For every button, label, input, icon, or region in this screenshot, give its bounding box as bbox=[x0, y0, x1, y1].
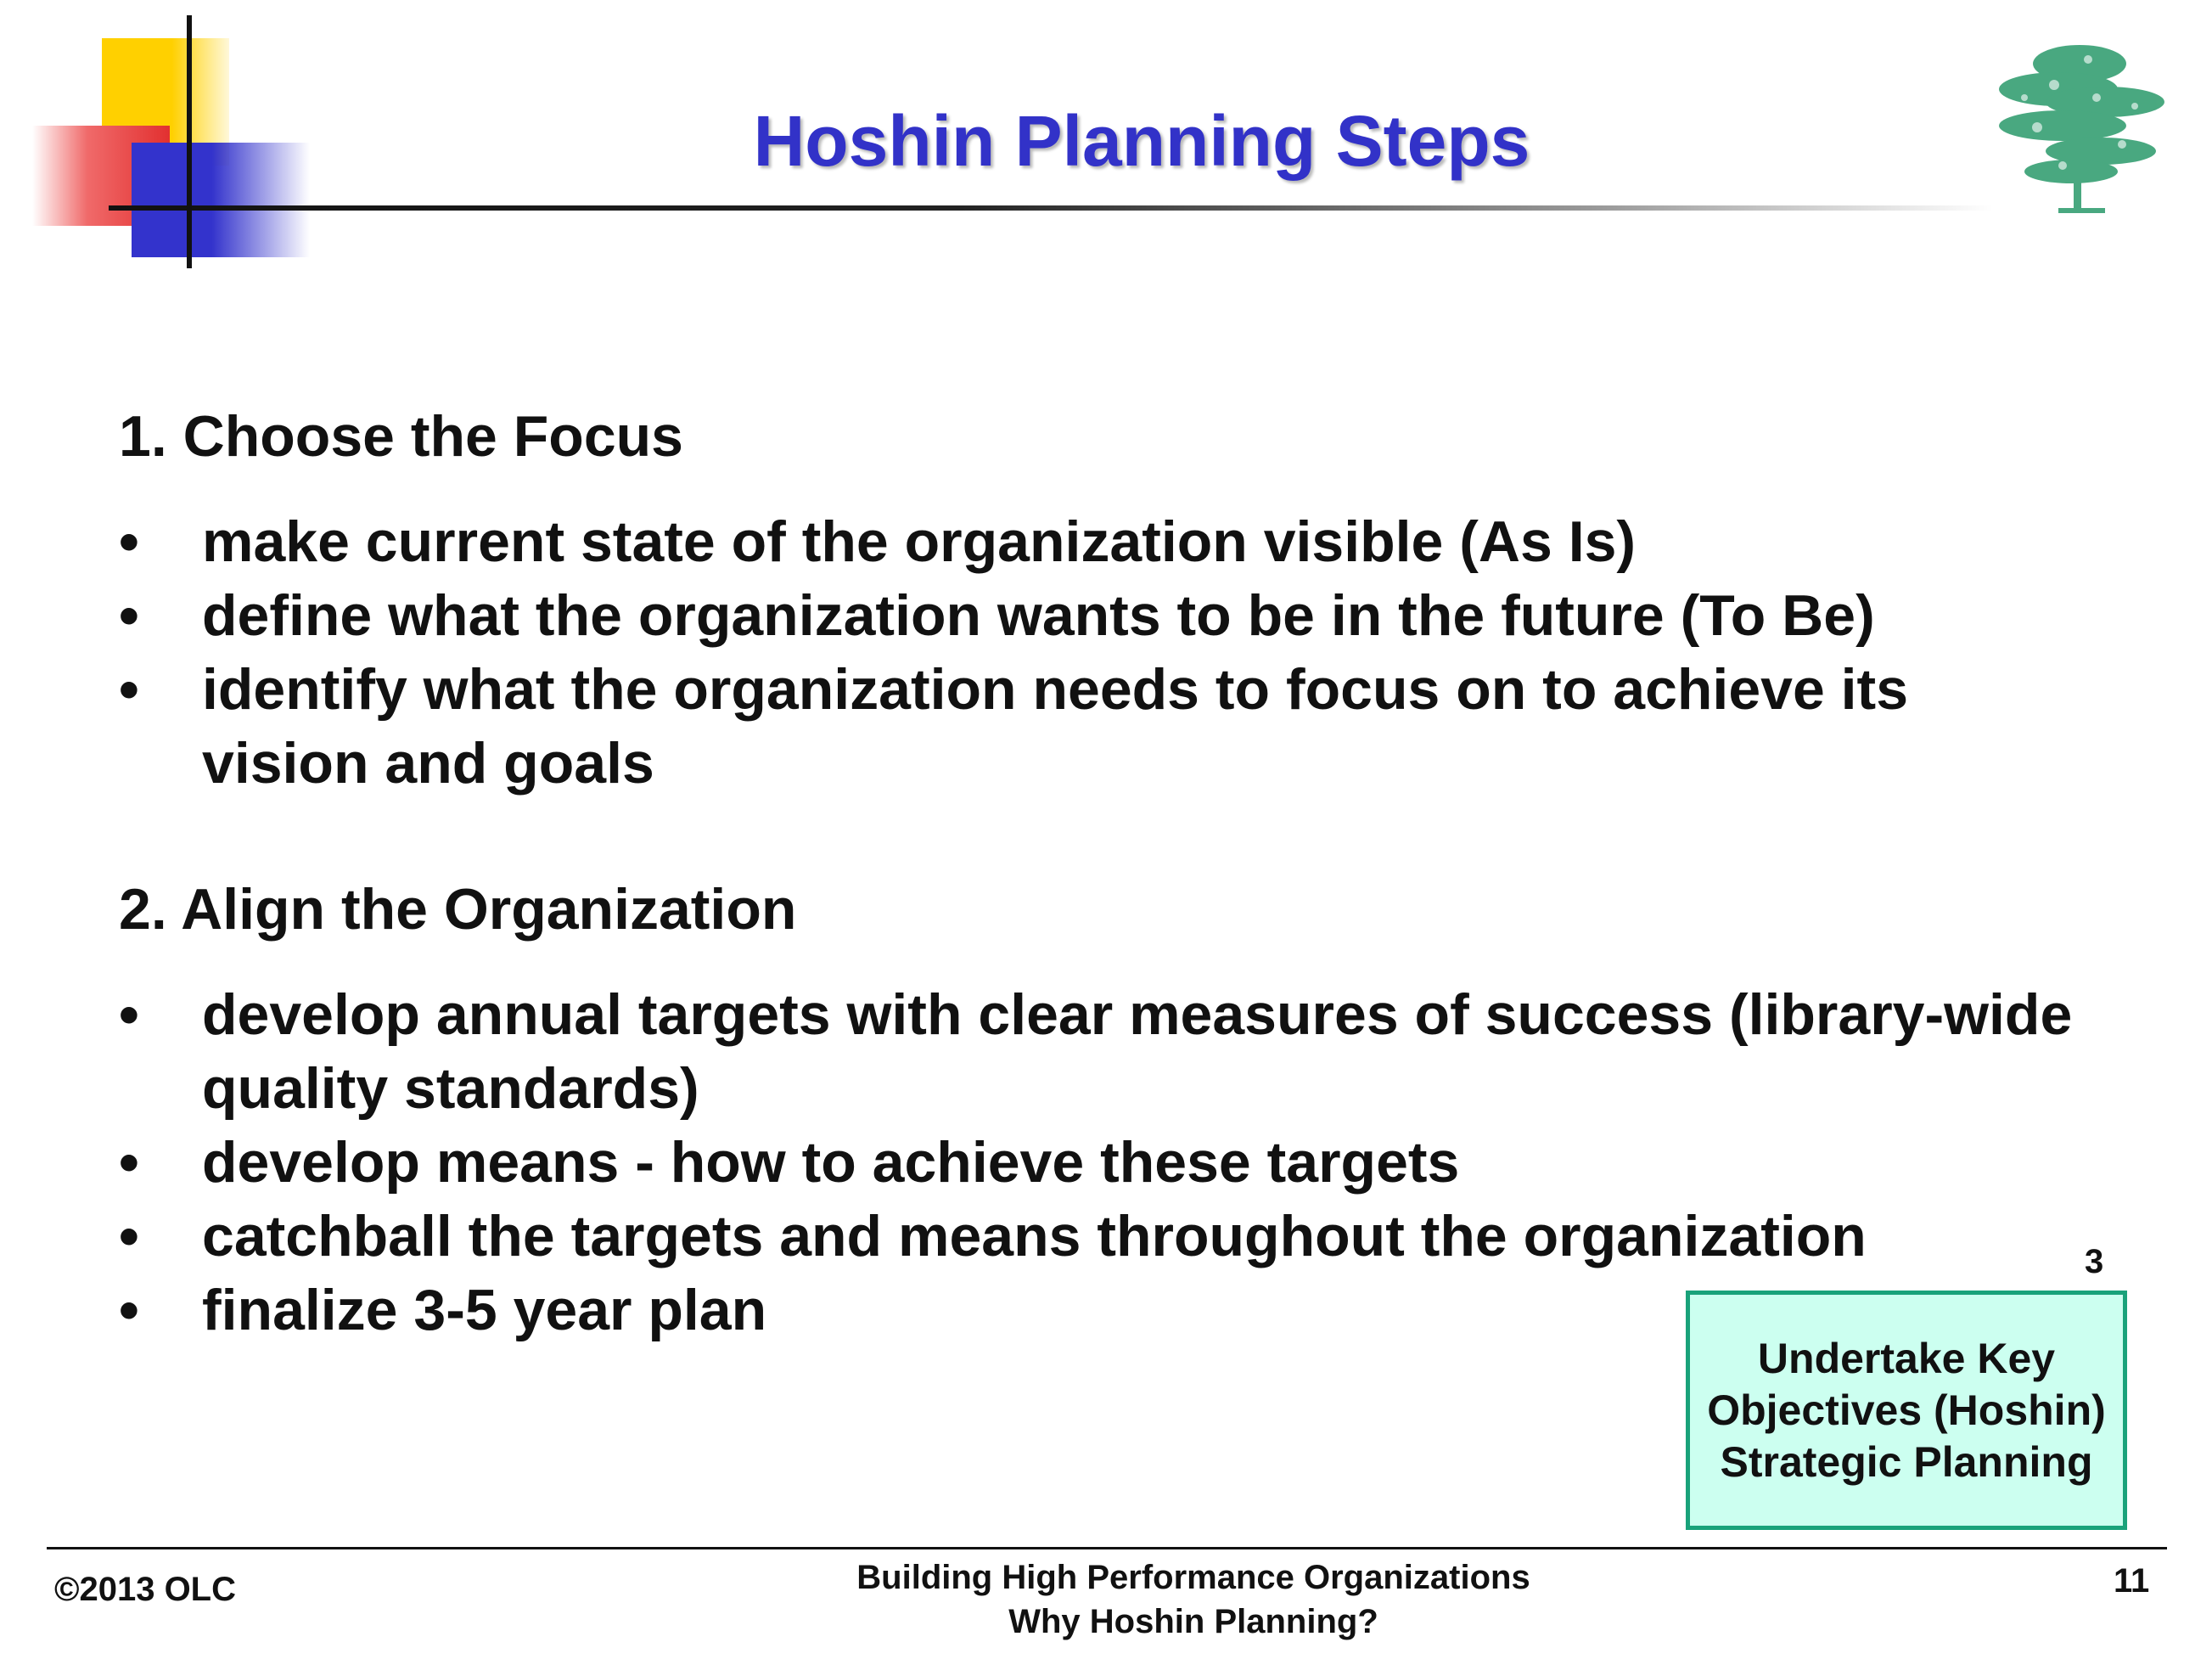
bullet-item: • develop annual targets with clear measures of success (library-wide quality standards) bbox=[119, 978, 2088, 1126]
footer-copyright: ©2013 OLC bbox=[54, 1571, 237, 1608]
footer-line-2: Why Hoshin Planning? bbox=[1008, 1603, 1378, 1640]
footer-divider bbox=[47, 1547, 2167, 1549]
step-number: 3 bbox=[2085, 1243, 2104, 1280]
section-heading-align-organization: 2. Align the Organization bbox=[119, 877, 797, 942]
section-heading-choose-focus: 1. Choose the Focus bbox=[119, 404, 683, 469]
bullet-item: • make current state of the organization visible (As Is) bbox=[119, 505, 2088, 579]
bullet-item: • define what the organization wants to be in the future (To Be) bbox=[119, 579, 2088, 653]
footer-title bbox=[764, 1555, 1623, 1644]
bullet-item: • finalize 3-5 year plan bbox=[119, 1274, 2088, 1347]
key-objectives-box bbox=[1686, 1291, 2127, 1530]
slide-title: Hoshin Planning Steps bbox=[753, 101, 1530, 181]
bullet-item: • identify what the organization needs to focus on to achieve its vision and goals bbox=[119, 653, 2088, 801]
choose-focus-bullets bbox=[119, 505, 2088, 801]
key-objectives-label: Undertake Key Objectives (Hoshin) Strategic Planning bbox=[1707, 1334, 2106, 1486]
title-underline bbox=[109, 205, 1993, 211]
bullet-item: • develop means - how to achieve these targets bbox=[119, 1126, 2088, 1200]
page-number: 11 bbox=[2114, 1562, 2150, 1600]
footer-line-1: Building High Performance Organizations bbox=[856, 1559, 1530, 1596]
bullet-item: • catchball the targets and means throughout the organization bbox=[119, 1200, 2088, 1274]
